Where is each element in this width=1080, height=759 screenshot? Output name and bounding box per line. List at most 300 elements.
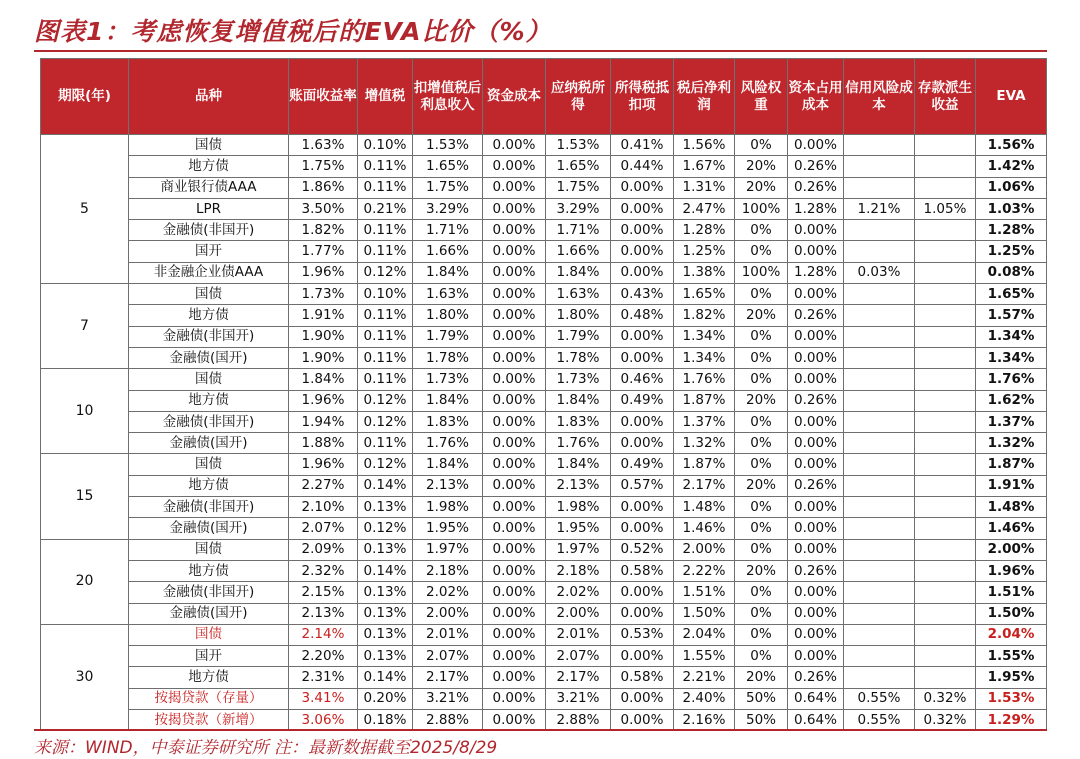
instrument-name-cell: 地方债 [129,475,289,496]
value-cell: 1.28% [788,198,844,219]
eva-table [40,58,1047,731]
value-cell: 100% [735,198,788,219]
value-cell: 0.26% [788,305,844,326]
value-cell: 0% [735,241,788,262]
value-cell: 2.16% [674,710,735,731]
value-cell: 0.26% [788,156,844,177]
value-cell: 0.00% [483,156,546,177]
value-cell [844,539,915,560]
value-cell [915,518,976,539]
value-cell [915,475,976,496]
term-cell: 30 [41,624,129,730]
value-cell: 0.00% [611,241,674,262]
value-cell: 1.67% [674,156,735,177]
eva-cell: 1.29% [976,710,1047,731]
value-cell: 0.00% [788,411,844,432]
value-cell: 0.00% [788,497,844,518]
value-cell: 0.58% [611,667,674,688]
value-cell: 0% [735,433,788,454]
value-cell: 0.13% [358,646,413,667]
value-cell: 1.83% [413,411,483,432]
term-cell: 10 [41,369,129,454]
value-cell: 1.65% [413,156,483,177]
value-cell: 0.00% [611,582,674,603]
value-cell: 0.00% [483,710,546,731]
table-row [41,475,1047,496]
instrument-name-cell: 国债 [129,454,289,475]
value-cell: 1.50% [674,603,735,624]
value-cell: 2.88% [546,710,611,731]
instrument-name-cell: 商业银行债AAA [129,177,289,198]
term-cell: 20 [41,539,129,624]
value-cell: 0.00% [483,241,546,262]
value-cell: 0% [735,369,788,390]
column-header: 信用风险成本 [844,59,915,135]
value-cell: 1.71% [413,220,483,241]
table-row [41,667,1047,688]
value-cell [844,220,915,241]
value-cell: 1.53% [546,135,611,156]
value-cell: 2.31% [289,667,358,688]
value-cell: 0.00% [788,284,844,305]
instrument-name-cell: 国债 [129,539,289,560]
value-cell: 0.00% [483,603,546,624]
value-cell: 2.40% [674,688,735,709]
eva-cell: 1.65% [976,284,1047,305]
value-cell: 0% [735,539,788,560]
column-header: 存款派生收益 [915,59,976,135]
value-cell: 2.00% [674,539,735,560]
value-cell: 0.00% [483,454,546,475]
instrument-name-cell: 金融债(非国开) [129,326,289,347]
value-cell: 1.96% [289,390,358,411]
value-cell: 0.58% [611,560,674,581]
value-cell: 2.18% [546,560,611,581]
value-cell [844,390,915,411]
value-cell [844,433,915,454]
value-cell: 0.14% [358,475,413,496]
value-cell: 0% [735,411,788,432]
value-cell: 0.11% [358,326,413,347]
value-cell: 2.18% [413,560,483,581]
value-cell: 0% [735,135,788,156]
value-cell: 0% [735,603,788,624]
value-cell [915,156,976,177]
value-cell: 0.00% [483,433,546,454]
value-cell: 1.84% [413,390,483,411]
value-cell: 0.11% [358,220,413,241]
value-cell: 0.00% [611,518,674,539]
value-cell: 1.87% [674,454,735,475]
value-cell: 1.71% [546,220,611,241]
table-row [41,347,1047,368]
value-cell: 20% [735,177,788,198]
value-cell [844,497,915,518]
table-row [41,369,1047,390]
value-cell: 2.27% [289,475,358,496]
instrument-name-cell: 地方债 [129,390,289,411]
value-cell: 0.00% [788,369,844,390]
value-cell: 0.12% [358,454,413,475]
value-cell: 0.11% [358,156,413,177]
value-cell: 0.00% [788,135,844,156]
table-row [41,497,1047,518]
value-cell [915,135,976,156]
value-cell: 0.00% [483,560,546,581]
value-cell: 1.98% [546,497,611,518]
value-cell: 0.00% [611,177,674,198]
value-cell: 0.00% [483,624,546,645]
table-row [41,326,1047,347]
table-row [41,560,1047,581]
value-cell: 0.11% [358,241,413,262]
value-cell [915,220,976,241]
value-cell: 2.00% [413,603,483,624]
value-cell: 1.84% [413,454,483,475]
value-cell: 1.84% [413,262,483,283]
instrument-name-cell: 地方债 [129,560,289,581]
eva-cell: 1.87% [976,454,1047,475]
table-row [41,262,1047,283]
value-cell [915,262,976,283]
value-cell: 0% [735,454,788,475]
eva-cell: 1.48% [976,497,1047,518]
value-cell: 2.88% [413,710,483,731]
value-cell: 1.66% [413,241,483,262]
value-cell: 1.55% [674,646,735,667]
eva-cell: 2.00% [976,539,1047,560]
term-cell: 7 [41,284,129,369]
value-cell: 1.80% [546,305,611,326]
instrument-name-cell: 地方债 [129,667,289,688]
table-row [41,411,1047,432]
eva-cell: 1.62% [976,390,1047,411]
value-cell: 1.94% [289,411,358,432]
eva-cell: 1.42% [976,156,1047,177]
value-cell [915,624,976,645]
eva-cell: 1.57% [976,305,1047,326]
value-cell: 1.97% [413,539,483,560]
value-cell [915,646,976,667]
value-cell: 0.13% [358,603,413,624]
value-cell: 0.49% [611,390,674,411]
value-cell [844,624,915,645]
value-cell: 1.91% [289,305,358,326]
value-cell: 0.26% [788,475,844,496]
value-cell: 1.63% [289,135,358,156]
value-cell: 0.46% [611,369,674,390]
eva-cell: 1.32% [976,433,1047,454]
table-row [41,156,1047,177]
table-row [41,646,1047,667]
eva-cell: 1.76% [976,369,1047,390]
value-cell: 20% [735,305,788,326]
value-cell: 0.00% [483,518,546,539]
value-cell: 2.07% [413,646,483,667]
value-cell [915,390,976,411]
value-cell: 1.95% [546,518,611,539]
value-cell: 3.29% [546,198,611,219]
value-cell: 1.75% [546,177,611,198]
value-cell: 3.29% [413,198,483,219]
column-header: 扣增值税后利息收入 [413,59,483,135]
value-cell: 1.82% [289,220,358,241]
value-cell: 0.13% [358,539,413,560]
value-cell [915,539,976,560]
value-cell: 1.82% [674,305,735,326]
value-cell: 1.84% [546,262,611,283]
instrument-name-cell: 按揭贷款（存量） [129,688,289,709]
value-cell: 1.56% [674,135,735,156]
column-header: 资本占用成本 [788,59,844,135]
eva-cell: 1.91% [976,475,1047,496]
eva-cell: 1.28% [976,220,1047,241]
value-cell: 1.90% [289,326,358,347]
column-header: 品种 [129,59,289,135]
value-cell [844,603,915,624]
value-cell: 0.00% [483,475,546,496]
value-cell: 0.00% [483,135,546,156]
value-cell [915,433,976,454]
value-cell: 1.73% [413,369,483,390]
value-cell: 0.26% [788,667,844,688]
value-cell: 1.48% [674,497,735,518]
eva-cell: 1.55% [976,646,1047,667]
value-cell [915,177,976,198]
value-cell: 2.07% [546,646,611,667]
instrument-name-cell: 国债 [129,284,289,305]
value-cell [915,667,976,688]
value-cell: 0.00% [483,369,546,390]
value-cell: 0.00% [483,326,546,347]
instrument-name-cell: 金融债(国开) [129,518,289,539]
instrument-name-cell: 国债 [129,624,289,645]
figure-title: 图表1：考虑恢复增值税后的EVA比价（%） [34,17,552,46]
value-cell: 0.00% [483,390,546,411]
value-cell: 0.00% [788,539,844,560]
value-cell: 0% [735,326,788,347]
title-rule [34,50,1047,52]
instrument-name-cell: 金融债(国开) [129,603,289,624]
value-cell: 0.00% [483,539,546,560]
value-cell: 2.22% [674,560,735,581]
eva-cell: 1.37% [976,411,1047,432]
value-cell: 1.34% [674,326,735,347]
value-cell: 1.77% [289,241,358,262]
value-cell: 0.21% [358,198,413,219]
column-header: 资金成本 [483,59,546,135]
value-cell: 3.21% [413,688,483,709]
value-cell [844,347,915,368]
value-cell: 50% [735,688,788,709]
column-header: 期限(年) [41,59,129,135]
value-cell: 0.00% [483,347,546,368]
value-cell: 0.00% [788,646,844,667]
value-cell: 2.47% [674,198,735,219]
value-cell [844,454,915,475]
value-cell: 0.00% [611,326,674,347]
value-cell: 0.00% [483,646,546,667]
instrument-name-cell: 金融债(非国开) [129,497,289,518]
value-cell: 0.00% [788,518,844,539]
value-cell: 1.21% [844,198,915,219]
table-row [41,305,1047,326]
instrument-name-cell: 国开 [129,241,289,262]
value-cell: 0.11% [358,433,413,454]
value-cell: 1.84% [546,454,611,475]
value-cell: 0.32% [915,688,976,709]
value-cell: 1.76% [413,433,483,454]
value-cell: 0.00% [611,198,674,219]
eva-cell: 1.53% [976,688,1047,709]
eva-cell: 1.50% [976,603,1047,624]
value-cell: 0% [735,646,788,667]
value-cell: 50% [735,710,788,731]
value-cell: 0.00% [611,710,674,731]
value-cell: 0.00% [611,262,674,283]
value-cell: 1.84% [289,369,358,390]
value-cell [915,560,976,581]
value-cell: 1.76% [546,433,611,454]
value-cell: 1.96% [289,454,358,475]
value-cell: 0.00% [611,688,674,709]
eva-cell: 1.56% [976,135,1047,156]
value-cell: 0.10% [358,135,413,156]
eva-cell: 1.96% [976,560,1047,581]
value-cell: 0.00% [483,177,546,198]
instrument-name-cell: 地方债 [129,305,289,326]
instrument-name-cell: 金融债(国开) [129,347,289,368]
eva-cell: 0.08% [976,262,1047,283]
value-cell: 20% [735,560,788,581]
value-cell: 0.00% [788,624,844,645]
value-cell: 0.00% [611,603,674,624]
value-cell: 1.79% [546,326,611,347]
eva-cell: 1.06% [976,177,1047,198]
column-header: 所得税抵扣项 [611,59,674,135]
value-cell: 1.46% [674,518,735,539]
instrument-name-cell: 金融债(国开) [129,433,289,454]
column-header: 账面收益率 [289,59,358,135]
value-cell [844,305,915,326]
value-cell: 1.86% [289,177,358,198]
instrument-name-cell: 金融债(非国开) [129,411,289,432]
table-row [41,518,1047,539]
value-cell [844,156,915,177]
value-cell: 3.06% [289,710,358,731]
instrument-name-cell: 国债 [129,369,289,390]
value-cell: 0.00% [788,347,844,368]
value-cell: 0.00% [483,688,546,709]
value-cell: 2.21% [674,667,735,688]
value-cell: 0.00% [788,603,844,624]
value-cell: 0.00% [483,305,546,326]
value-cell [915,497,976,518]
eva-cell: 1.51% [976,582,1047,603]
value-cell: 0.26% [788,177,844,198]
value-cell: 1.73% [546,369,611,390]
table-row [41,454,1047,475]
value-cell: 0.57% [611,475,674,496]
value-cell: 20% [735,475,788,496]
value-cell: 0% [735,624,788,645]
value-cell: 1.90% [289,347,358,368]
value-cell: 1.51% [674,582,735,603]
value-cell: 1.76% [674,369,735,390]
column-header: 税后净利润 [674,59,735,135]
value-cell: 1.75% [413,177,483,198]
value-cell: 3.41% [289,688,358,709]
value-cell: 0.44% [611,156,674,177]
value-cell [915,347,976,368]
value-cell [844,369,915,390]
value-cell: 0.00% [611,411,674,432]
value-cell: 2.15% [289,582,358,603]
table-row [41,539,1047,560]
table-row [41,390,1047,411]
instrument-name-cell: 非金融企业债AAA [129,262,289,283]
column-header: 风险权重 [735,59,788,135]
value-cell: 0.00% [483,497,546,518]
eva-cell: 1.95% [976,667,1047,688]
value-cell: 2.02% [413,582,483,603]
value-cell: 1.25% [674,241,735,262]
value-cell [915,305,976,326]
value-cell: 1.95% [413,518,483,539]
value-cell: 0% [735,497,788,518]
eva-cell: 1.25% [976,241,1047,262]
value-cell: 1.37% [674,411,735,432]
eva-cell: 2.04% [976,624,1047,645]
value-cell: 2.17% [413,667,483,688]
value-cell: 2.01% [413,624,483,645]
eva-cell: 1.34% [976,326,1047,347]
value-cell: 1.34% [674,347,735,368]
value-cell [844,560,915,581]
value-cell: 0.26% [788,560,844,581]
table-row [41,433,1047,454]
value-cell: 1.96% [289,262,358,283]
value-cell: 0.11% [358,305,413,326]
value-cell [844,582,915,603]
value-cell: 2.17% [546,667,611,688]
value-cell: 1.05% [915,198,976,219]
value-cell: 0.00% [483,284,546,305]
instrument-name-cell: 按揭贷款（新增） [129,710,289,731]
table-row [41,710,1047,731]
value-cell: 0.00% [788,220,844,241]
value-cell: 1.28% [788,262,844,283]
value-cell: 20% [735,390,788,411]
instrument-name-cell: 金融债(非国开) [129,582,289,603]
table-row [41,220,1047,241]
value-cell: 0.00% [611,220,674,241]
value-cell: 1.66% [546,241,611,262]
value-cell [915,454,976,475]
value-cell: 0.12% [358,390,413,411]
value-cell: 0.49% [611,454,674,475]
value-cell: 20% [735,667,788,688]
value-cell: 0.13% [358,582,413,603]
value-cell: 1.97% [546,539,611,560]
value-cell: 0.55% [844,688,915,709]
table-row [41,582,1047,603]
term-cell: 5 [41,135,129,284]
value-cell: 20% [735,156,788,177]
value-cell: 0.55% [844,710,915,731]
value-cell [915,411,976,432]
value-cell: 1.87% [674,390,735,411]
